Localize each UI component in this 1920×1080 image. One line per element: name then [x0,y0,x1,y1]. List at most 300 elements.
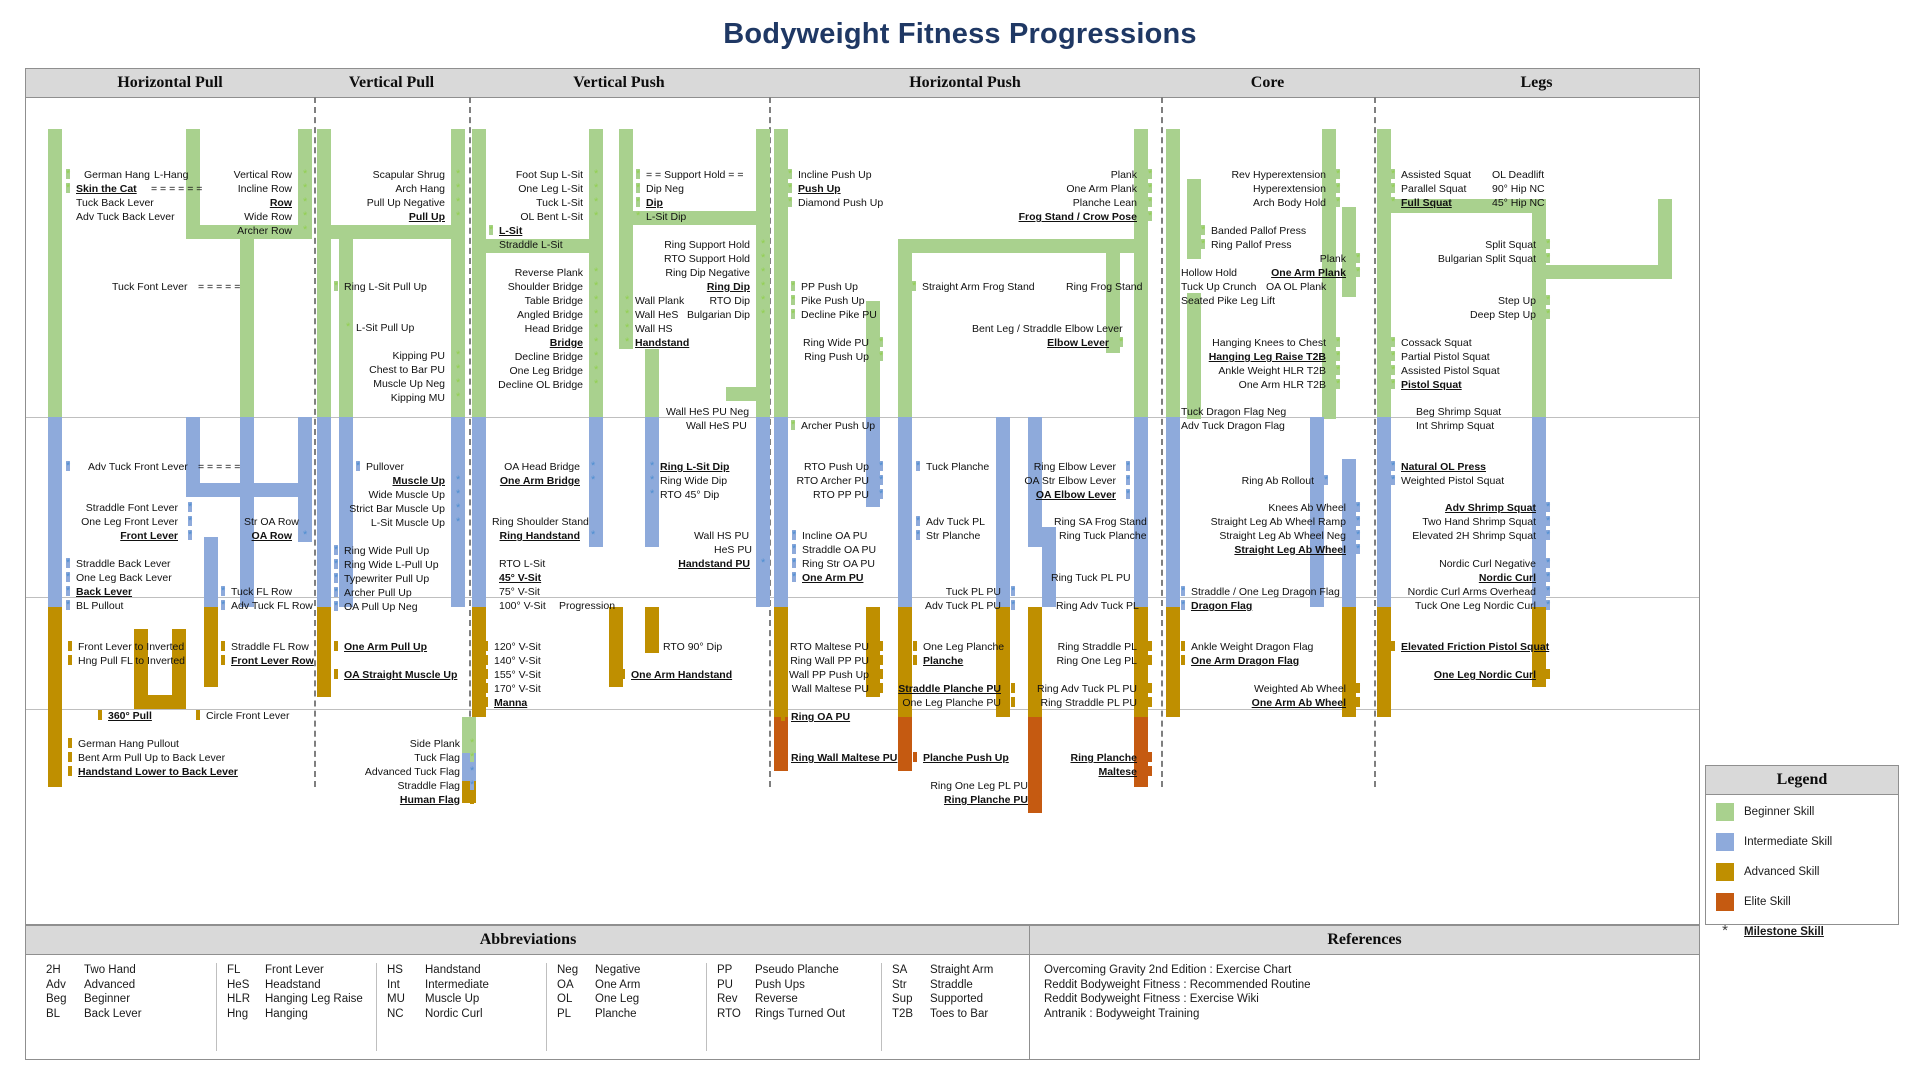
skill-star-icon: * [594,266,599,278]
skill-label: Angled Bridge [517,309,583,321]
abbreviation-value: Intermediate [425,978,489,991]
skill-label: Tuck Up Crunch [1181,281,1257,293]
legend-row-intermediate [1706,829,1898,855]
skill-label: Scapular Shrug [372,169,445,181]
skill-label: RTO Dip [709,295,750,307]
skill-label: Handstand Lower to Back Lever [78,766,238,778]
skill-label: Ring Shoulder Stand [492,516,589,528]
flow-block [134,695,186,709]
skill-star-icon: * [68,640,73,652]
flow-block [898,239,912,419]
abbreviation-key: HS [387,964,403,976]
skill-star-icon: * [591,529,596,541]
skill-star-icon: * [1011,599,1016,611]
skill-star-icon: * [303,196,308,208]
skill-star-icon: * [470,737,475,749]
skill-label: Archer Pull Up [344,587,412,599]
skill-label: Row [269,197,292,209]
skill-star-icon: * [1148,182,1153,194]
skill-star-icon: * [1148,640,1153,652]
abbreviation-value: Rings Turned Out [755,1007,846,1020]
skill-label: L-Sit Muscle Up [370,517,445,529]
skill-label: Ring Push Up [804,351,869,363]
skill-label: OA Elbow Lever [1035,489,1116,501]
abbreviation-group [216,963,363,1051]
column-header-core: Core [1161,69,1375,98]
skill-label: Archer Row [237,225,292,237]
legend-label-advanced: Advanced Skill [1744,866,1820,878]
skill-label: German Hang Pullout [78,738,179,750]
skill-label: Ring Adv Tuck PL PU [1037,683,1137,695]
skill-label: = = Support Hold = = [646,169,744,181]
skill-star-icon: * [303,168,308,180]
skill-star-icon: * [1336,378,1341,390]
abbreviation-value: Straight Arm [930,964,994,976]
skill-star-icon: * [1181,599,1186,611]
skill-star-icon: * [594,210,599,222]
skill-label: Reverse Plank [514,267,583,279]
flow-block [898,417,912,607]
skill-label: Banded Pallof Press [1211,225,1307,237]
skill-label: OA Pull Up Neg [344,601,418,613]
skill-star-icon: * [303,224,308,236]
skill-label: PP Push Up [801,281,859,293]
skill-star-icon: * [68,751,73,763]
skill-label: Muscle Up [392,475,445,487]
skill-label: One Arm Plank [1066,183,1137,195]
flow-block [317,225,465,239]
abbreviation-key: NC [387,1007,404,1020]
skill-label: Step Up [1498,295,1536,307]
skill-star-icon: * [456,474,461,486]
skill-star-icon: * [1356,266,1361,278]
skill-label: Adv Shrimp Squat [1444,502,1536,514]
skill-label: RTO L-Sit [499,558,546,570]
skill-label: One Arm PU [802,572,864,584]
abbreviation-value: Headstand [265,978,321,991]
skill-label: Adv Tuck PL PU [924,600,1001,612]
abbreviation-value: Hanging Leg Raise [265,993,363,1005]
skill-label: OL Deadlift [1492,169,1545,181]
skill-label: Tuck FL Row [231,586,293,598]
skill-label: = = = = = = [151,183,203,195]
skill-label: Human Flag [399,794,460,806]
column-divider [1161,97,1163,787]
skill-label: Planche Lean [1072,197,1137,209]
skill-star-icon: * [653,640,658,652]
skill-label: Arch Hang [395,183,445,195]
skill-label: Elbow Lever [1047,337,1109,349]
skill-star-icon: * [594,168,599,180]
skill-star-icon: * [1546,252,1551,264]
abbreviation-key: Sup [892,993,913,1005]
skill-label: Hollow Hold [1181,267,1238,279]
skill-star-icon: * [456,349,461,361]
skill-label: Weighted Pistol Squat [1401,475,1505,487]
skill-star-icon: * [879,488,884,500]
reference-item: Reddit Bodyweight Fitness : Exercise Wiki [1044,993,1259,1005]
flow-block [774,417,788,607]
skill-star-icon: * [916,515,921,527]
flow-block [1187,293,1201,419]
skill-label: Tuck One Leg Nordic Curl [1415,600,1536,612]
skill-label: Straddle OA PU [802,544,877,556]
skill-label: Wall HS PU [694,530,750,542]
skill-star-icon: * [1546,571,1551,583]
skill-label: L-Sit [499,225,523,237]
skill-star-icon: * [1546,308,1551,320]
abbreviation-value: Front Lever [265,964,324,976]
skill-label: Ring L-Sit Dip [660,461,730,473]
abbreviation-value: Hanging [265,1007,308,1020]
skill-star-icon: * [456,182,461,194]
skill-star-icon: * [1391,460,1396,472]
skill-label: Bent Arm Pull Up to Back Lever [78,752,226,764]
skill-label: Circle Front Lever [206,710,290,722]
skill-label: Straight Leg Ab Wheel Ramp [1210,516,1346,528]
skill-label: RTO 90° Dip [663,641,723,653]
skill-star-icon: * [792,543,797,555]
skill-label: 45° Hip NC [1492,197,1545,209]
skill-star-icon: * [594,182,599,194]
skill-star-icon: * [456,363,461,375]
legend-swatch-advanced [1716,863,1734,881]
skill-label: Push Up [798,183,841,195]
skill-star-icon: * [356,460,361,472]
skill-label: OA Str Elbow Lever [1024,475,1116,487]
skill-star-icon: * [456,168,461,180]
skill-label: RTO PP PU [812,489,869,501]
skill-label: Ring L-Sit Pull Up [344,281,427,293]
abbreviation-row [46,963,142,978]
skill-star-icon: * [792,571,797,583]
skill-label: Handstand PU [678,558,750,570]
abbreviation-key: Adv [46,978,66,991]
abbreviation-value: Negative [595,964,641,976]
skill-label: Ring Handstand [499,530,580,542]
reference-item: Overcoming Gravity 2nd Edition : Exercise Chart [1044,964,1292,976]
skill-star-icon: * [1546,294,1551,306]
skill-label: Ring Support Hold [664,239,750,251]
skill-label: Ring One Leg PL [1056,655,1137,667]
skill-label: Hng Pull FL to Inverted [78,655,185,667]
skill-star-icon: * [879,640,884,652]
flow-block [1658,199,1672,279]
skill-label: Front Lever Row [231,655,314,667]
skill-label: Ring Wall Maltese PU [791,752,898,764]
abbreviation-value: One Arm [595,978,641,991]
skill-star-icon: * [188,501,193,513]
skill-label: Int Shrimp Squat [1416,420,1495,432]
skill-label: Straight Leg Ab Wheel [1234,544,1346,556]
skill-star-icon: * [1148,654,1153,666]
skill-star-icon: * [761,280,766,292]
skill-label: One Leg Planche [923,641,1005,653]
skill-label: RTO Push Up [804,461,869,473]
skill-label: RTO Maltese PU [790,641,869,653]
skill-star-icon: * [1148,168,1153,180]
skill-star-icon: * [879,350,884,362]
skill-label: Archer Push Up [801,420,876,432]
skill-star-icon: * [1356,543,1361,555]
legend-swatch-intermediate [1716,833,1734,851]
skill-label: Dip [646,197,663,209]
skill-label: Tuck Planche [926,461,990,473]
abbreviation-value: Nordic Curl [425,1007,483,1020]
skill-star-icon: * [1324,474,1329,486]
column-header-horizontal-pull: Horizontal Pull [26,69,315,98]
skill-label: Elevated 2H Shrimp Squat [1412,530,1536,542]
skill-star-icon: * [1148,751,1153,763]
skill-star-icon: * [66,557,71,569]
abbreviation-group [36,963,142,1051]
abbreviation-row [557,992,640,1007]
skill-label: Dragon Flag [1191,600,1253,612]
abbreviation-row [717,992,845,1007]
skill-star-icon: * [1148,696,1153,708]
abbreviations-columns [26,955,1030,1059]
abbreviation-key: 2H [46,964,61,976]
skill-star-icon: * [334,280,339,292]
skill-label: Ring Planche [1070,752,1137,764]
abbreviation-row [227,992,363,1007]
abbreviation-row [387,992,489,1007]
skill-label: Bridge [549,337,583,349]
legend-swatch-beginner [1716,803,1734,821]
skill-label: Hyperextension [1253,183,1326,195]
skill-star-icon: * [650,488,655,500]
skill-label: Ankle Weight HLR T2B [1218,365,1326,377]
skill-label: Pike Push Up [801,295,865,307]
skill-label: OA OL Plank [1266,281,1327,293]
skill-label: Nordic Curl Arms Overhead [1407,586,1536,598]
skill-star-icon: * [1356,682,1361,694]
skill-label: Wall PP Push Up [789,669,869,681]
abbreviation-key: Beg [46,993,67,1005]
abbreviation-group [706,963,845,1051]
skill-label: OA Head Bridge [504,461,580,473]
skill-star-icon: * [66,182,71,194]
flow-block [774,129,788,419]
skill-label: HeS PU [714,544,752,556]
legend-label-milestone: Milestone Skill [1744,926,1824,938]
skill-star-icon: * [916,529,921,541]
skill-star-icon: * [188,515,193,527]
skill-label: Str Planche [926,530,981,542]
skill-star-icon: * [334,668,339,680]
abbreviation-key: RTO [717,1007,741,1020]
skill-star-icon: * [636,196,641,208]
legend-row-milestone [1706,919,1898,945]
skill-label: OA Straight Muscle Up [344,669,458,681]
flow-block [240,239,254,419]
skill-star-icon: * [1546,501,1551,513]
abbreviation-value: Push Ups [755,978,805,991]
skill-star-icon: * [303,182,308,194]
skill-star-icon: * [221,585,226,597]
skill-star-icon: * [1546,529,1551,541]
skill-label: Wall Maltese PU [791,683,869,695]
skill-label: Beg Shrimp Squat [1416,406,1502,418]
skill-label: Hanging Knees to Chest [1212,337,1326,349]
abbreviation-key: SA [892,964,908,976]
skill-label: Straddle L-Sit [499,239,563,251]
abbreviation-group [881,963,993,1051]
abbreviation-key: HeS [227,978,250,991]
skill-star-icon: * [303,529,308,541]
skill-label: Cossack Squat [1401,337,1472,349]
skill-star-icon: * [792,529,797,541]
skill-label: Typewriter Pull Up [344,573,430,585]
abbreviation-value: Muscle Up [425,993,480,1005]
skill-label: German Hang [84,169,150,181]
skill-label: Weighted Ab Wheel [1253,683,1346,695]
skill-star-icon: * [66,571,71,583]
flow-block [1134,417,1148,607]
skill-label: Wall HeS PU [686,420,747,432]
flow-block [472,417,486,607]
abbreviation-row [892,978,993,993]
skill-label: 360° Pull [108,710,152,722]
skill-star-icon: * [636,182,641,194]
skill-label: Chest to Bar PU [369,364,445,376]
skill-star-icon: * [1038,779,1043,791]
skill-label: Ring Straddle PL [1057,641,1137,653]
skill-label: Side Plank [409,738,460,750]
abbreviation-row [717,1007,845,1022]
skill-label: Tuck Dragon Flag Neg [1181,406,1287,418]
column-header-vertical-pull: Vertical Pull [314,69,470,98]
skill-star-icon: * [484,640,489,652]
skill-star-icon: * [334,544,339,556]
abbreviation-row [46,1007,142,1022]
skill-label: Ring Wall PP PU [790,655,869,667]
skill-label: Front Lever to Inverted [78,641,185,653]
abbreviation-row [227,1007,363,1022]
skill-label: 75° V-Sit [499,586,540,598]
abbreviation-row [387,1007,489,1022]
skill-star-icon: * [1546,668,1551,680]
skill-star-icon: * [1356,515,1361,527]
skill-label: 155° V-Sit [494,669,541,681]
skill-star-icon: * [1356,529,1361,541]
skill-star-icon: * [334,572,339,584]
column-header-horizontal-push: Horizontal Push [769,69,1162,98]
skill-label: Tuck Flag [414,752,460,764]
skill-label: Ring Ab Rollout [1241,475,1314,487]
skill-star-icon: * [625,322,630,334]
skill-star-icon: * [591,474,596,486]
abbreviation-row [557,1007,640,1022]
skill-label: Pullover [366,461,404,473]
skill-label: Straight Arm Frog Stand [922,281,1035,293]
flow-block [240,417,254,607]
skill-star-icon: * [1546,599,1551,611]
skill-label: Tuck PL PU [945,586,1001,598]
skill-star-icon: * [334,600,339,612]
skill-label: One Arm Handstand [631,669,733,681]
skill-label: L-Hang [154,169,189,181]
skill-star-icon: * [791,294,796,306]
skill-label: Wall HS [635,323,673,335]
skill-label: Parallel Squat [1401,183,1467,195]
skill-label: 45° V-Sit [499,572,542,584]
skill-star-icon: * [1546,557,1551,569]
skill-star-icon: * [636,168,641,180]
skill-label: Pull Up Negative [366,197,445,209]
skill-star-icon: * [761,252,766,264]
skill-star-icon: * [196,709,201,721]
skill-label: Ring Frog Stand [1066,281,1143,293]
page-title: Bodyweight Fitness Progressions [723,18,1197,50]
skill-label: Ring Wide PU [803,337,869,349]
skill-star-icon: * [456,210,461,222]
skill-label: Arch Body Hold [1253,197,1326,209]
skill-star-icon: * [791,419,796,431]
skill-star-icon: * [636,210,641,222]
skill-star-icon: * [625,308,630,320]
skill-label: Straddle Planche PU [898,683,1001,695]
skill-label: One Leg Front Lever [81,516,178,528]
abbreviation-key: BL [46,1007,61,1020]
abbreviations-panel [25,925,1031,1060]
skill-star-icon: * [456,488,461,500]
skill-label: One Leg Nordic Curl [1433,669,1536,681]
skill-star-icon: * [621,668,626,680]
column-divider [1374,97,1376,787]
skill-label: One Arm Pull Up [344,641,428,653]
skill-star-icon: * [1356,252,1361,264]
skill-label: Frog Stand / Crow Pose [1018,211,1137,223]
skill-star-icon: * [1336,364,1341,376]
skill-label: One Leg Bridge [509,365,583,377]
skill-star-icon: * [221,654,226,666]
skill-star-icon: * [594,196,599,208]
abbreviation-key: Hng [227,1007,249,1020]
skill-star-icon: * [913,640,918,652]
skill-label: Ring OA PU [791,711,851,723]
skill-star-icon: * [594,336,599,348]
flow-block [1377,129,1391,419]
skill-star-icon: * [594,308,599,320]
skill-star-icon: * [66,599,71,611]
skill-label: Bulgarian Dip [686,309,750,321]
skill-label: Ring Planche PU [943,794,1028,806]
skill-star-icon: * [1391,474,1396,486]
abbreviation-row [387,978,489,993]
flow-block [1532,265,1672,279]
abbreviation-value: Beginner [84,993,131,1005]
reference-item: Reddit Bodyweight Fitness : Recommended Routine [1044,978,1311,991]
abbreviation-key: Str [892,978,907,991]
skill-star-icon: * [761,308,766,320]
skill-label: Ring One Leg PL PU [930,780,1028,792]
skill-label: L-Sit Pull Up [356,322,415,334]
skill-label: Plank [1319,253,1346,265]
skill-label: Handstand [635,337,690,349]
skill-star-icon: * [1011,682,1016,694]
skill-star-icon: * [781,751,786,763]
skill-label: Ring Tuck Planche [1059,530,1147,542]
skill-star-icon: * [1148,196,1153,208]
skill-label: Bent Leg / Straddle Elbow Lever [972,323,1123,335]
flow-block [317,417,331,607]
skill-label: One Leg L-Sit [518,183,583,195]
legend-label-elite: Elite Skill [1744,896,1791,908]
skill-star-icon: * [1356,501,1361,513]
skill-star-icon: * [1181,640,1186,652]
skill-star-icon: * [879,668,884,680]
